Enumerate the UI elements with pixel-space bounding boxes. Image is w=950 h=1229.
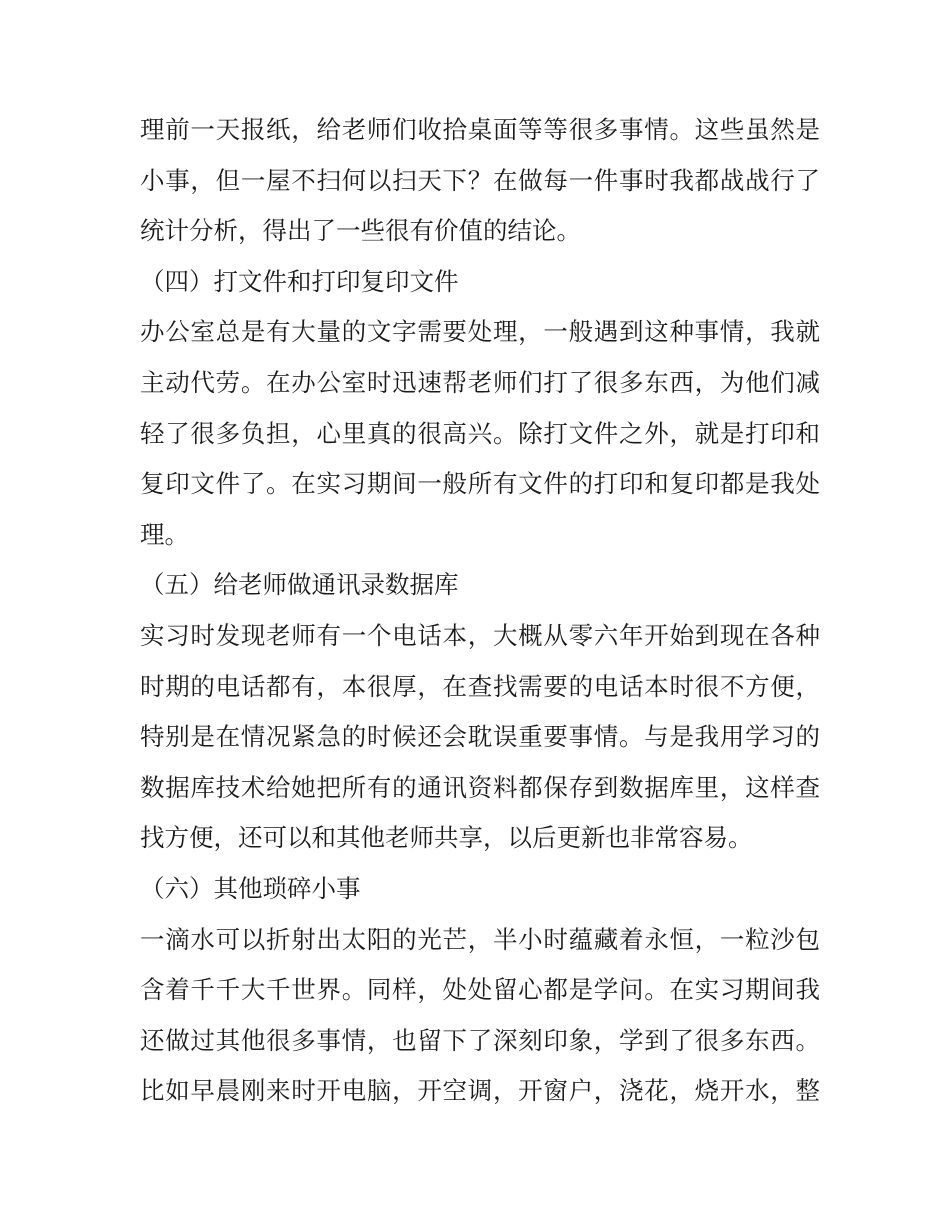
paragraph (140, 105, 820, 257)
text-line: 办公室总是有大量的文字需要处理，一般遇到这种事情，我就 (140, 317, 820, 347)
text-line: 实习时发现老师有一个电话本，大概从零六年开始到现在各种 (140, 620, 820, 650)
text-line: 特别是在情况紧急的时候还会耽误重要事情。与是我用学习的 (140, 722, 820, 752)
text-line: 轻了很多负担，心里真的很高兴。除打文件之外，就是打印和 (140, 418, 820, 448)
text-line: 小事，但一屋不扫何以扫天下？在做每一件事时我都战战行了 (140, 165, 820, 195)
text-line: 主动代劳。在办公室时迅速帮老师们打了很多东西，为他们减 (140, 367, 820, 397)
heading-line: （五）给老师做通讯录数据库 (140, 570, 459, 600)
paragraph (140, 915, 820, 1117)
text-line: 统计分析，得出了一些很有价值的结论。 (140, 216, 581, 246)
text-line: 数据库技术给她把所有的通讯资料都保存到数据库里，这样查 (140, 772, 820, 802)
text-line: 时期的电话都有，本很厚，在查找需要的电话本时很不方便， (140, 671, 820, 701)
text-line: 理。 (140, 519, 189, 549)
heading-line: （六）其他琐碎小事 (140, 873, 361, 903)
text-line: 复印文件了。在实习期间一般所有文件的打印和复印都是我处 (140, 469, 820, 499)
paragraph (140, 611, 820, 864)
text-line: 比如早晨刚来时开电脑，开空调，开窗户，浇花，烧开水，整 (140, 1076, 820, 1106)
text-line: 还做过其他很多事情，也留下了深刻印象，学到了很多东西。 (140, 1025, 820, 1055)
section-heading-five (140, 560, 820, 611)
text-line: 一滴水可以折射出太阳的光芒，半小时蕴藏着永恒，一粒沙包 (140, 924, 820, 954)
paragraph (140, 307, 820, 560)
heading-line: （四）打文件和打印复印文件 (140, 266, 459, 296)
text-line: 理前一天报纸，给老师们收拾桌面等等很多事情。这些虽然是 (140, 115, 820, 144)
section-heading-four (140, 257, 820, 308)
section-heading-six (140, 864, 820, 915)
text-line: 含着千千大千世界。同样，处处留心都是学问。在实习期间我 (140, 975, 820, 1005)
text-line: 找方便，还可以和其他老师共享，以后更新也非常容易。 (140, 823, 753, 853)
document-body (140, 105, 820, 1117)
